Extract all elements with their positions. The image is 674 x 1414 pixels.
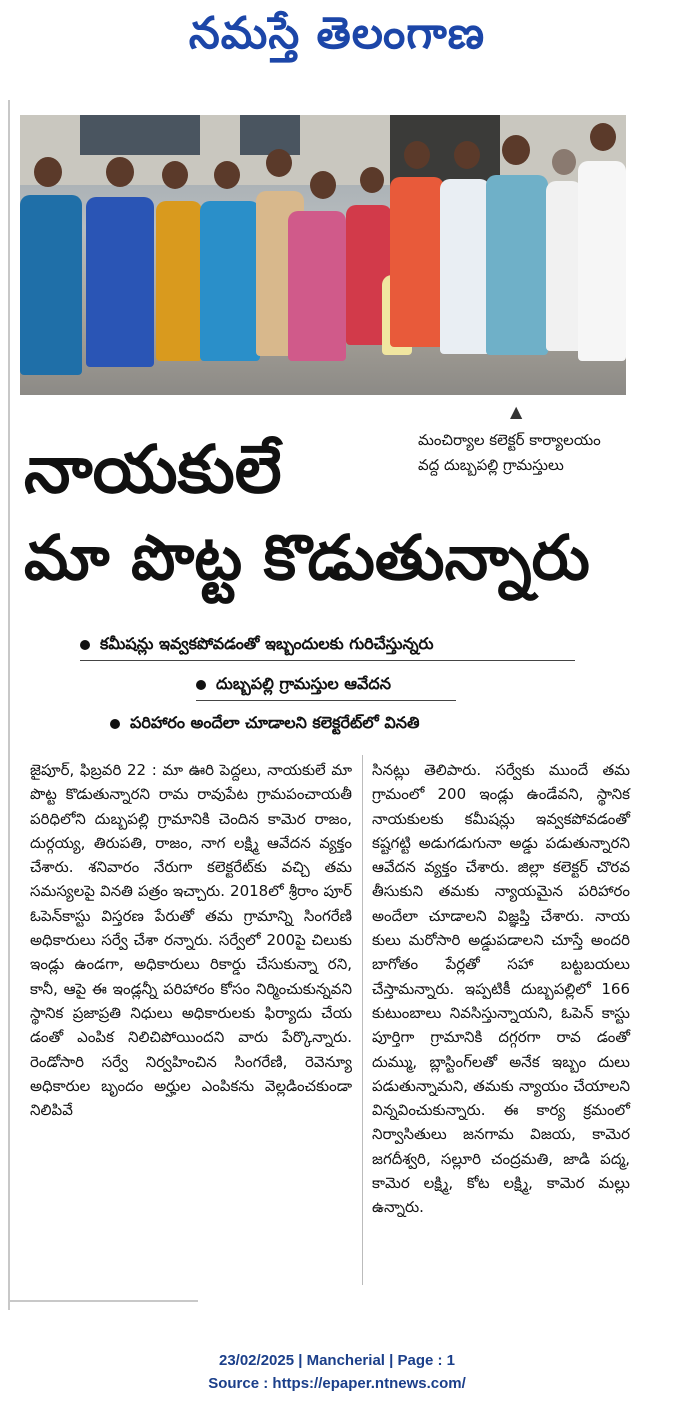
article-column-left (30, 758, 352, 1122)
subheading-text: దుబ్బపల్లి గ్రామస్తుల ఆవేదన (216, 674, 391, 693)
headline-line-1: నాయకులే (24, 431, 282, 508)
article-body-left: జైపూర్, ఫిబ్రవరి 22 : మా ఊరి పెద్దలు, నాయకులే మా పొట్ట కొడుతున్నారని రామ రావుపేట గ్రామపంచాయతీ పరిధిలోని దుబ్బపల్లి గ్రామానికి చెందిన కామెర రాజం, దుర్గయ్య, తిరుపతి, రాజం, నాగ లక్ష్మి ఆవేదన వ్యక్తం చేశారు. శనివారం నేరుగా కలెక్టరేట్‌కు వచ్చి తమ సమస్యలపై వినతి పత్రం ఇచ్చారు. 2018లో శ్రీరాం పూర్ ఓపెన్‌కాస్టు విస్తరణ పేరుతో తమ గ్రామాన్ని సింగరేణి అధికారులు సర్వే చేశా రన్నారు. సర్వేలో 200పై చిలుకు ఇండ్లు ఉండగా, అధికారులు రికార్డు చేసుకున్నా రని, కానీ, ఆపై ఈ ఇండ్లన్నీ పరిహారం కోసం నిర్మించుకున్నవని స్థానిక ప్రజాప్రతి నిధులు అధికారులకు ఫిర్యాదు చేయ డంతో ఎంపిక నిలిచిపోయిందని వారు పేర్కొన్నారు. రెండోసారి సర్వే నిర్వహించిన సింగరేణి, రెవెన్యూ అధికారుల బృందం అర్హుల ఎంపికను వెల్లడించకుండా నిలిపివే (30, 761, 352, 1120)
subheading-bullet (196, 674, 391, 697)
subheading-rule (196, 700, 456, 701)
photo-caption (418, 428, 638, 478)
bullet-dot-icon (196, 680, 206, 690)
subheading-text: పరిహారం అందేలా చూడాలని కలెక్టరేట్‌లో వినతి (130, 713, 420, 732)
headline-line-2: మా పొట్ట కొడుతున్నారు (24, 521, 590, 594)
clipping-frame-bottom (8, 1300, 198, 1302)
subheading-rule (80, 660, 575, 661)
article-body-right: సినట్లు తెలిపారు. సర్వేకు ముందే తమ గ్రామంలో 200 ఇండ్లు ఉండేవని, స్థానిక నాయకులకు కమీషన్లు ఇవ్వకపోవడంతో కష్టగట్టి అడుగడుగునా అడ్డు పడుతున్నారని ఆవేదన వ్యక్తం చేశారు. జిల్లా కలెక్టర్ చొరవ తీసుకుని తమకు న్యాయమైన పరిహారం అందేలా చూడాలని విజ్ఞప్తి చేశారు. నాయ కులు మరోసారి అడ్డుపడాలని చూస్తే అందరి బాగోతం పేర్లతో సహా బట్టబయలు చేస్తామన్నారు. ఇప్పటికీ దుబ్బపల్లిలో 166 కుటుంబాలు నివసిస్తున్నాయని, ఓపెన్ కాస్టు పూర్తిగా గ్రామానికి దగ్గరగా రావ డంతో దుమ్ము, బ్లాస్టింగ్‌లతో అనేక ఇబ్బం దులు పడుతున్నామని, తమకు న్యాయం చేయాలని విన్నవించుకున్నారు. ఈ కార్య క్రమంలో నిర్వాసితులు జనగామ విజయ, కామెర జగదీశ్వరి, సల్లూరి చంద్రమతి, జాడి పద్మ, కామెర లక్ష్మి, కోట లక్ష్మి, కామెర మల్లు ఉన్నారు. (372, 761, 630, 1217)
article-column-right (372, 758, 630, 1220)
footer-date-edition: 23/02/2025 | Mancherial | Page : 1 (218, 1352, 456, 1369)
subheading-text: కమీషన్లు ఇవ్వకపోవడంతో ఇబ్బందులకు గురిచేస్తున్నరు (100, 634, 434, 653)
caption-pointer-icon: ▲ (510, 402, 523, 421)
bullet-dot-icon (110, 719, 120, 729)
news-photo (20, 115, 626, 395)
bullet-dot-icon (80, 640, 90, 650)
subheading-bullet (110, 713, 419, 736)
column-divider (362, 755, 363, 1285)
subheading-bullet (80, 634, 434, 657)
footer-source-link[interactable]: Source : https://epaper.ntnews.com/ (208, 1375, 466, 1392)
photo-caption-line: వద్ద దుబ్బపల్లి గ్రామస్తులు (418, 456, 564, 474)
photo-caption-line: మంచిర్యాల కలెక్టర్ కార్యాలయం (418, 431, 601, 449)
masthead-logo: నమస్తే తెలంగాణ (188, 8, 486, 59)
